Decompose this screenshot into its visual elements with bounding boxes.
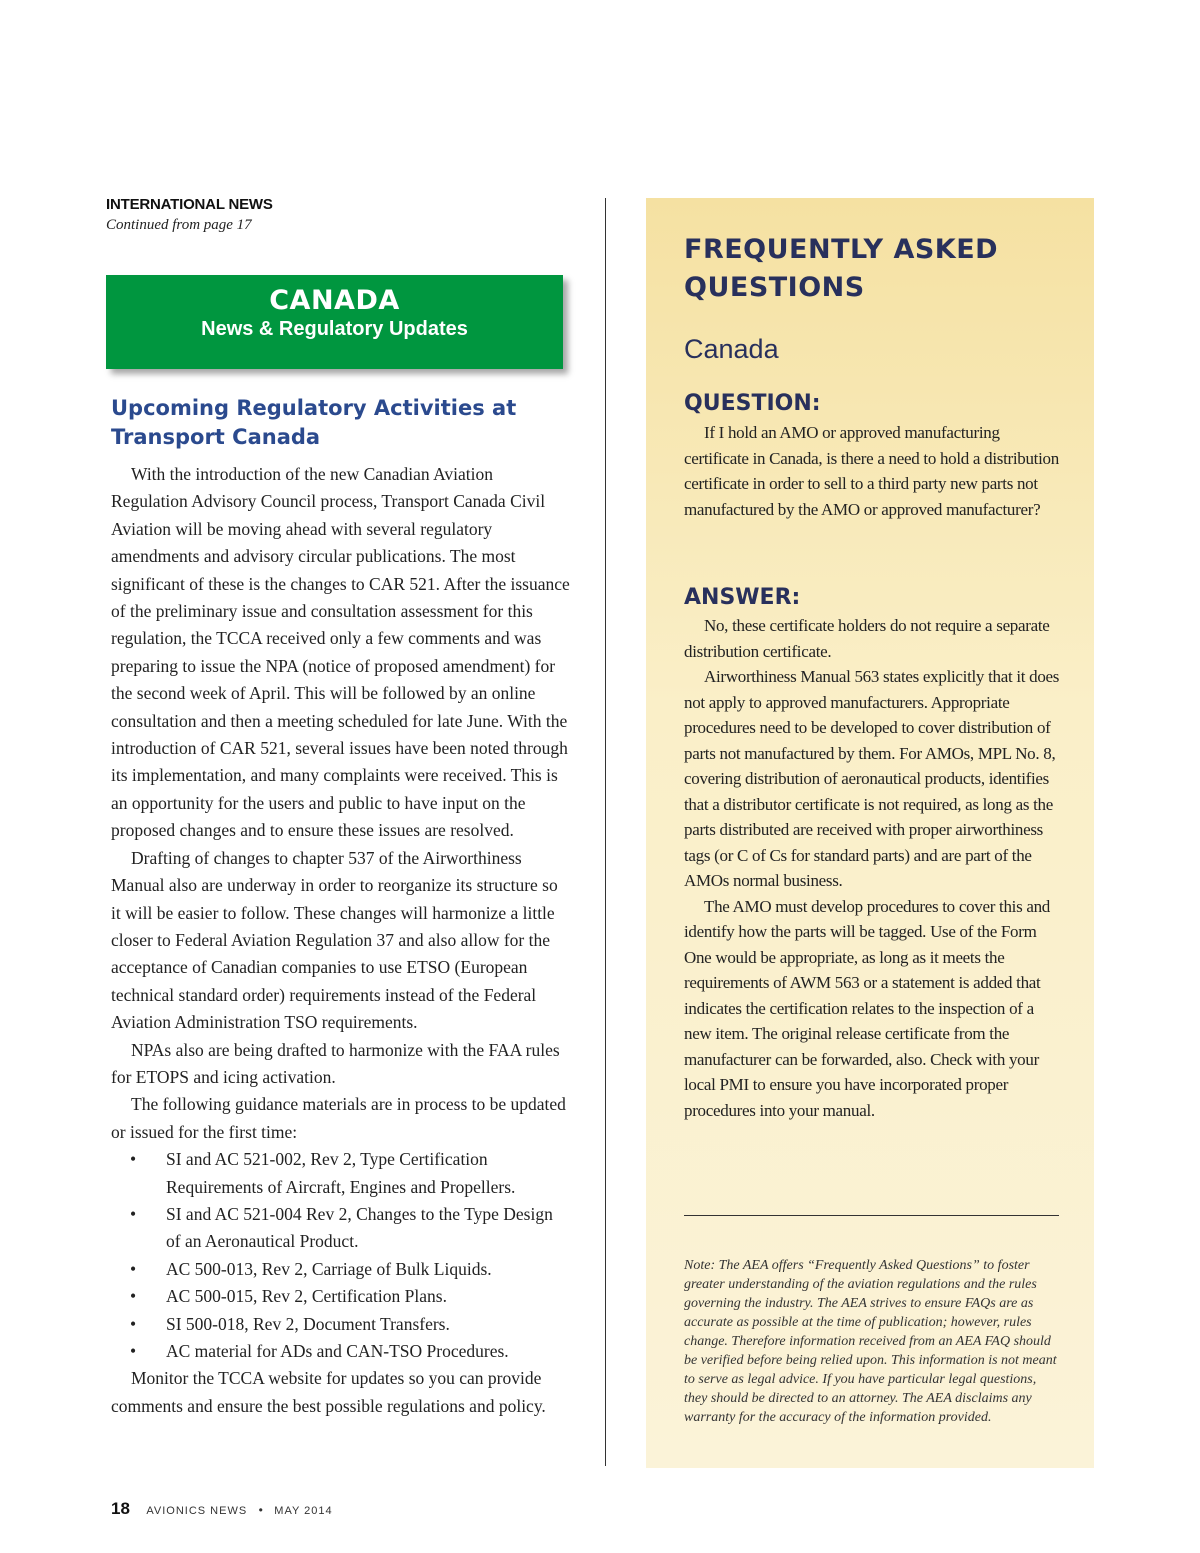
publication-name: AVIONICS NEWS bbox=[146, 1505, 248, 1517]
column-divider bbox=[605, 198, 606, 1466]
article-body bbox=[111, 461, 571, 1420]
list-item-text: SI and AC 521-002, Rev 2, Type Certification Requirements of Aircraft, Engines and Propellers. bbox=[166, 1149, 516, 1197]
article-paragraph: With the introduction of the new Canadian Aviation Regulation Advisory Council process, Transport Canada Civil Aviation will be moving ahead with several regulatory amendments and advisory circular publications. The most significant of these is the changes to CAR 521. After the issuance of the preliminary issue and consultation assessment for this regulation, the TCCA received only a few comments and was preparing to issue the NPA (notice of proposed amendment) for the second week of April. This will be followed by an online consultation and then a meeting scheduled for late June. With the introduction of CAR 521, several issues have been noted through its implementation, and many complaints were received. This is an opportunity for the users and public to have input on the proposed changes and to ensure these issues are resolved. bbox=[111, 464, 570, 841]
bullet-icon: • bbox=[130, 1341, 137, 1361]
answer-paragraph: The AMO must develop procedures to cover this and identify how the parts will be tagged. Use of the Form One would be appropriate, as long as it meets the requirements of AWM 563 or a statement is added that indicates the certification relates to the inspection of a new item. The original release certificate from the manufacturer can be forwarded, also. Check with your local PMI to ensure you have incorporated proper procedures into your manual. bbox=[684, 896, 1050, 1120]
bullet-icon: • bbox=[130, 1286, 137, 1307]
bullet-icon: • bbox=[130, 1258, 137, 1279]
question-label: QUESTION: bbox=[684, 391, 821, 416]
question-text bbox=[684, 420, 1064, 522]
list-item bbox=[111, 1338, 571, 1365]
banner-subtitle: News & Regulatory Updates bbox=[201, 318, 468, 340]
list-item bbox=[111, 1201, 571, 1256]
faq-subtitle: Canada bbox=[684, 334, 779, 364]
faq-title: FREQUENTLY ASKED QUESTIONS bbox=[684, 234, 999, 303]
canada-banner bbox=[106, 275, 563, 369]
question-paragraph: If I hold an AMO or approved manufacturing certificate in Canada, is there a need to hold a distribution certificate in order to sell to a third party new parts not manufactured by the AMO or approved manufacturer? bbox=[684, 423, 1059, 519]
list-item bbox=[111, 1146, 571, 1201]
bullet-icon: • bbox=[130, 1203, 137, 1224]
list-item-text: AC material for ADs and CAN-TSO Procedures. bbox=[166, 1341, 509, 1361]
page-number: 18 bbox=[111, 1499, 130, 1518]
section-label: INTERNATIONAL NEWS bbox=[106, 196, 273, 213]
article-paragraph: Monitor the TCCA website for updates so you can provide comments and ensure the best possible regulations and policy. bbox=[111, 1368, 546, 1416]
article-paragraph: NPAs also are being drafted to harmonize with the FAA rules for ETOPS and icing activation. bbox=[111, 1039, 560, 1087]
list-item-text: SI 500-018, Rev 2, Document Transfers. bbox=[166, 1313, 450, 1334]
list-item bbox=[111, 1256, 571, 1283]
article-heading: Upcoming Regulatory Activities at Transport Canada bbox=[111, 396, 517, 449]
article-paragraph: Drafting of changes to chapter 537 of the Airworthiness Manual also are underway in order to reorganize its structure so it will be easier to follow. These changes will harmonize a little closer to Federal Aviation Regulation 37 and also allow for the acceptance of Canadian companies to use ETSO (European technical standard order) requirements instead of the Federal Aviation Administration TSO requirements. bbox=[111, 847, 558, 1033]
faq-disclaimer: Note: The AEA offers “Frequently Asked Questions” to foster greater understanding of the aviation regulations and the rules governing the industry. The AEA strives to ensure FAQs are as accurate as possible at the time of publication; however, rules change. Therefore information received from an AEA FAQ should be verified before being relied upon. This information is not meant to serve as legal advice. If you have particular legal questions, they should be directed to an attorney. The AEA disclaims any warranty for the accuracy of the information provided. bbox=[684, 1258, 1057, 1425]
continued-note: Continued from page 17 bbox=[106, 217, 252, 233]
bullet-icon: • bbox=[130, 1149, 137, 1170]
answer-paragraph: Airworthiness Manual 563 states explicitly that it does not apply to approved manufacturers. Appropriate procedures need to be developed to cover distribution of parts not manufactured by them. For AMOs, MPL No. 8, covering distribution of aeronautical products, identifies that a distributor certificate is not required, as long as the parts distributed are received with proper airworthiness tags (or C of Cs for standard parts) and are part of the AMOs normal business. bbox=[684, 667, 1060, 890]
list-item bbox=[111, 1283, 571, 1310]
answer-label: ANSWER: bbox=[684, 585, 801, 610]
banner-title: CANADA bbox=[269, 285, 400, 316]
article-paragraph: The following guidance materials are in process to be updated or issued for the first time: bbox=[111, 1094, 566, 1142]
bullet-icon: • bbox=[130, 1313, 137, 1334]
answer-text bbox=[684, 613, 1064, 1123]
footer-separator: • bbox=[258, 1503, 263, 1517]
list-item-text: SI and AC 521-004 Rev 2, Changes to the Type Design of an Aeronautical Product. bbox=[166, 1203, 553, 1252]
list-item-text: AC 500-013, Rev 2, Carriage of Bulk Liquids. bbox=[166, 1258, 492, 1279]
faq-divider bbox=[684, 1215, 1059, 1216]
answer-paragraph: No, these certificate holders do not require a separate distribution certificate. bbox=[684, 616, 1050, 661]
page-footer bbox=[111, 1499, 333, 1519]
guidance-list bbox=[111, 1146, 571, 1365]
list-item-text: AC 500-015, Rev 2, Certification Plans. bbox=[166, 1286, 447, 1307]
issue-date: MAY 2014 bbox=[274, 1505, 333, 1517]
list-item bbox=[111, 1311, 571, 1338]
